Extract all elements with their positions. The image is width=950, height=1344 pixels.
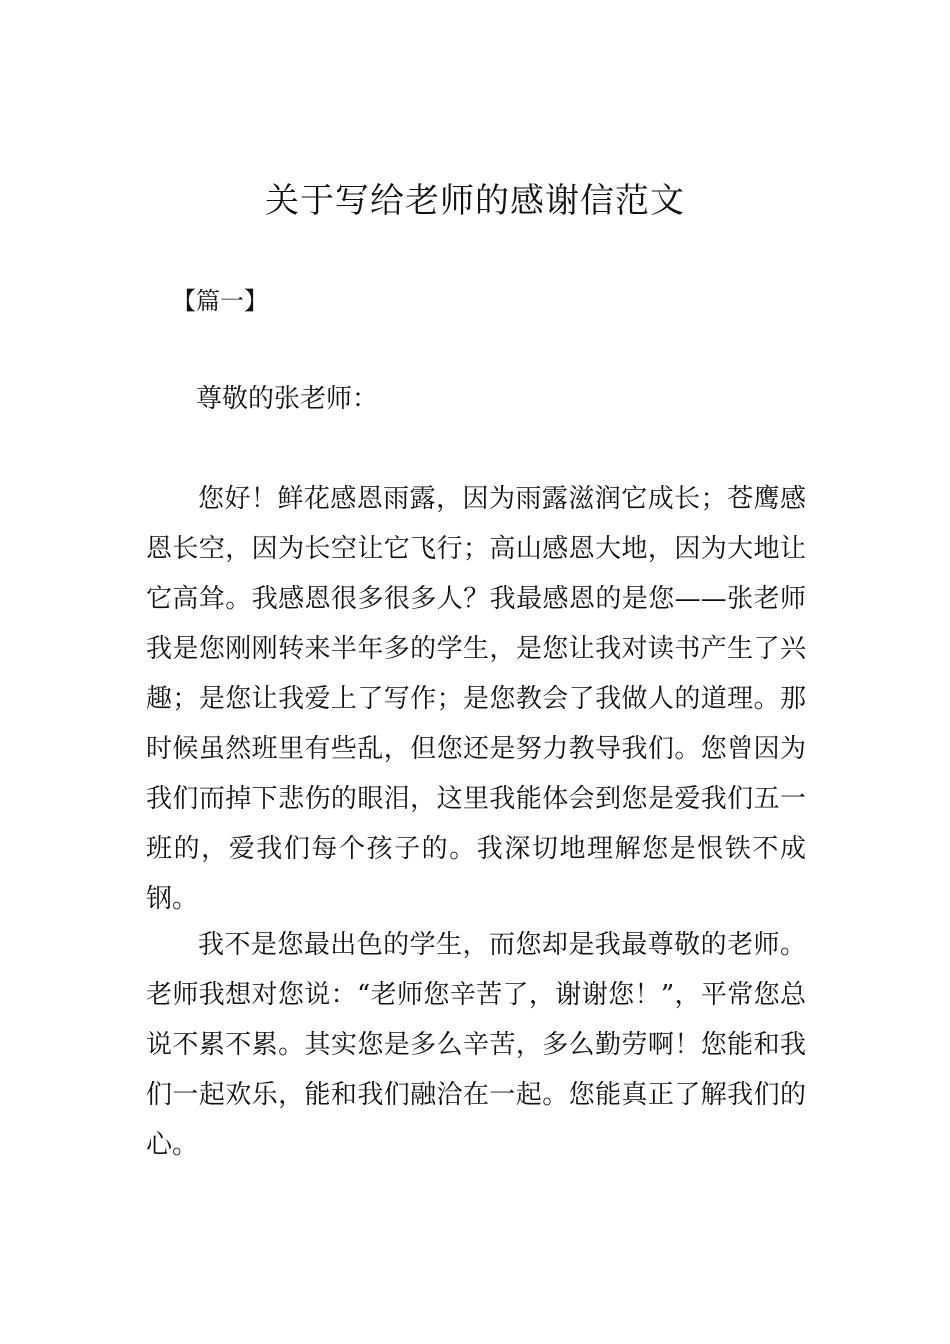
salutation: 尊敬的张老师： — [196, 384, 379, 414]
paragraph-1: 您好！鲜花感恩雨露，因为雨露滋润它成长；苍鹰感恩长空，因为长空让它飞行；高山感恩大地，因为大地让它高耸。我感恩很多很多人？我最感恩的是您——张老师我是您刚刚转来半年多的学生，是您让我对读书产生了兴趣；是您让我爱上了写作；是您教会了我做人的道理。那时候虽然班里有些乱，但您还是努力教导我们。您曾因为我们而掉下悲伤的眼泪，这里我能体会到您是爱我们五一班的，爱我们每个孩子的。我深切地理解您是恨铁不成钢。 — [146, 484, 806, 914]
document-title: 关于写给老师的感谢信范文 — [265, 181, 685, 221]
section-label: 【篇一】 — [172, 287, 268, 315]
paragraph-2: 我不是您最出色的学生，而您却是我最尊敬的老师。老师我想对您说：“老师您辛苦了，谢谢您！”，平常您总说不累不累。其实您是多么辛苦，多么勤劳啊！您能和我们一起欢乐，能和我们融洽在一起。您能真正了解我们的心。 — [146, 930, 806, 1160]
